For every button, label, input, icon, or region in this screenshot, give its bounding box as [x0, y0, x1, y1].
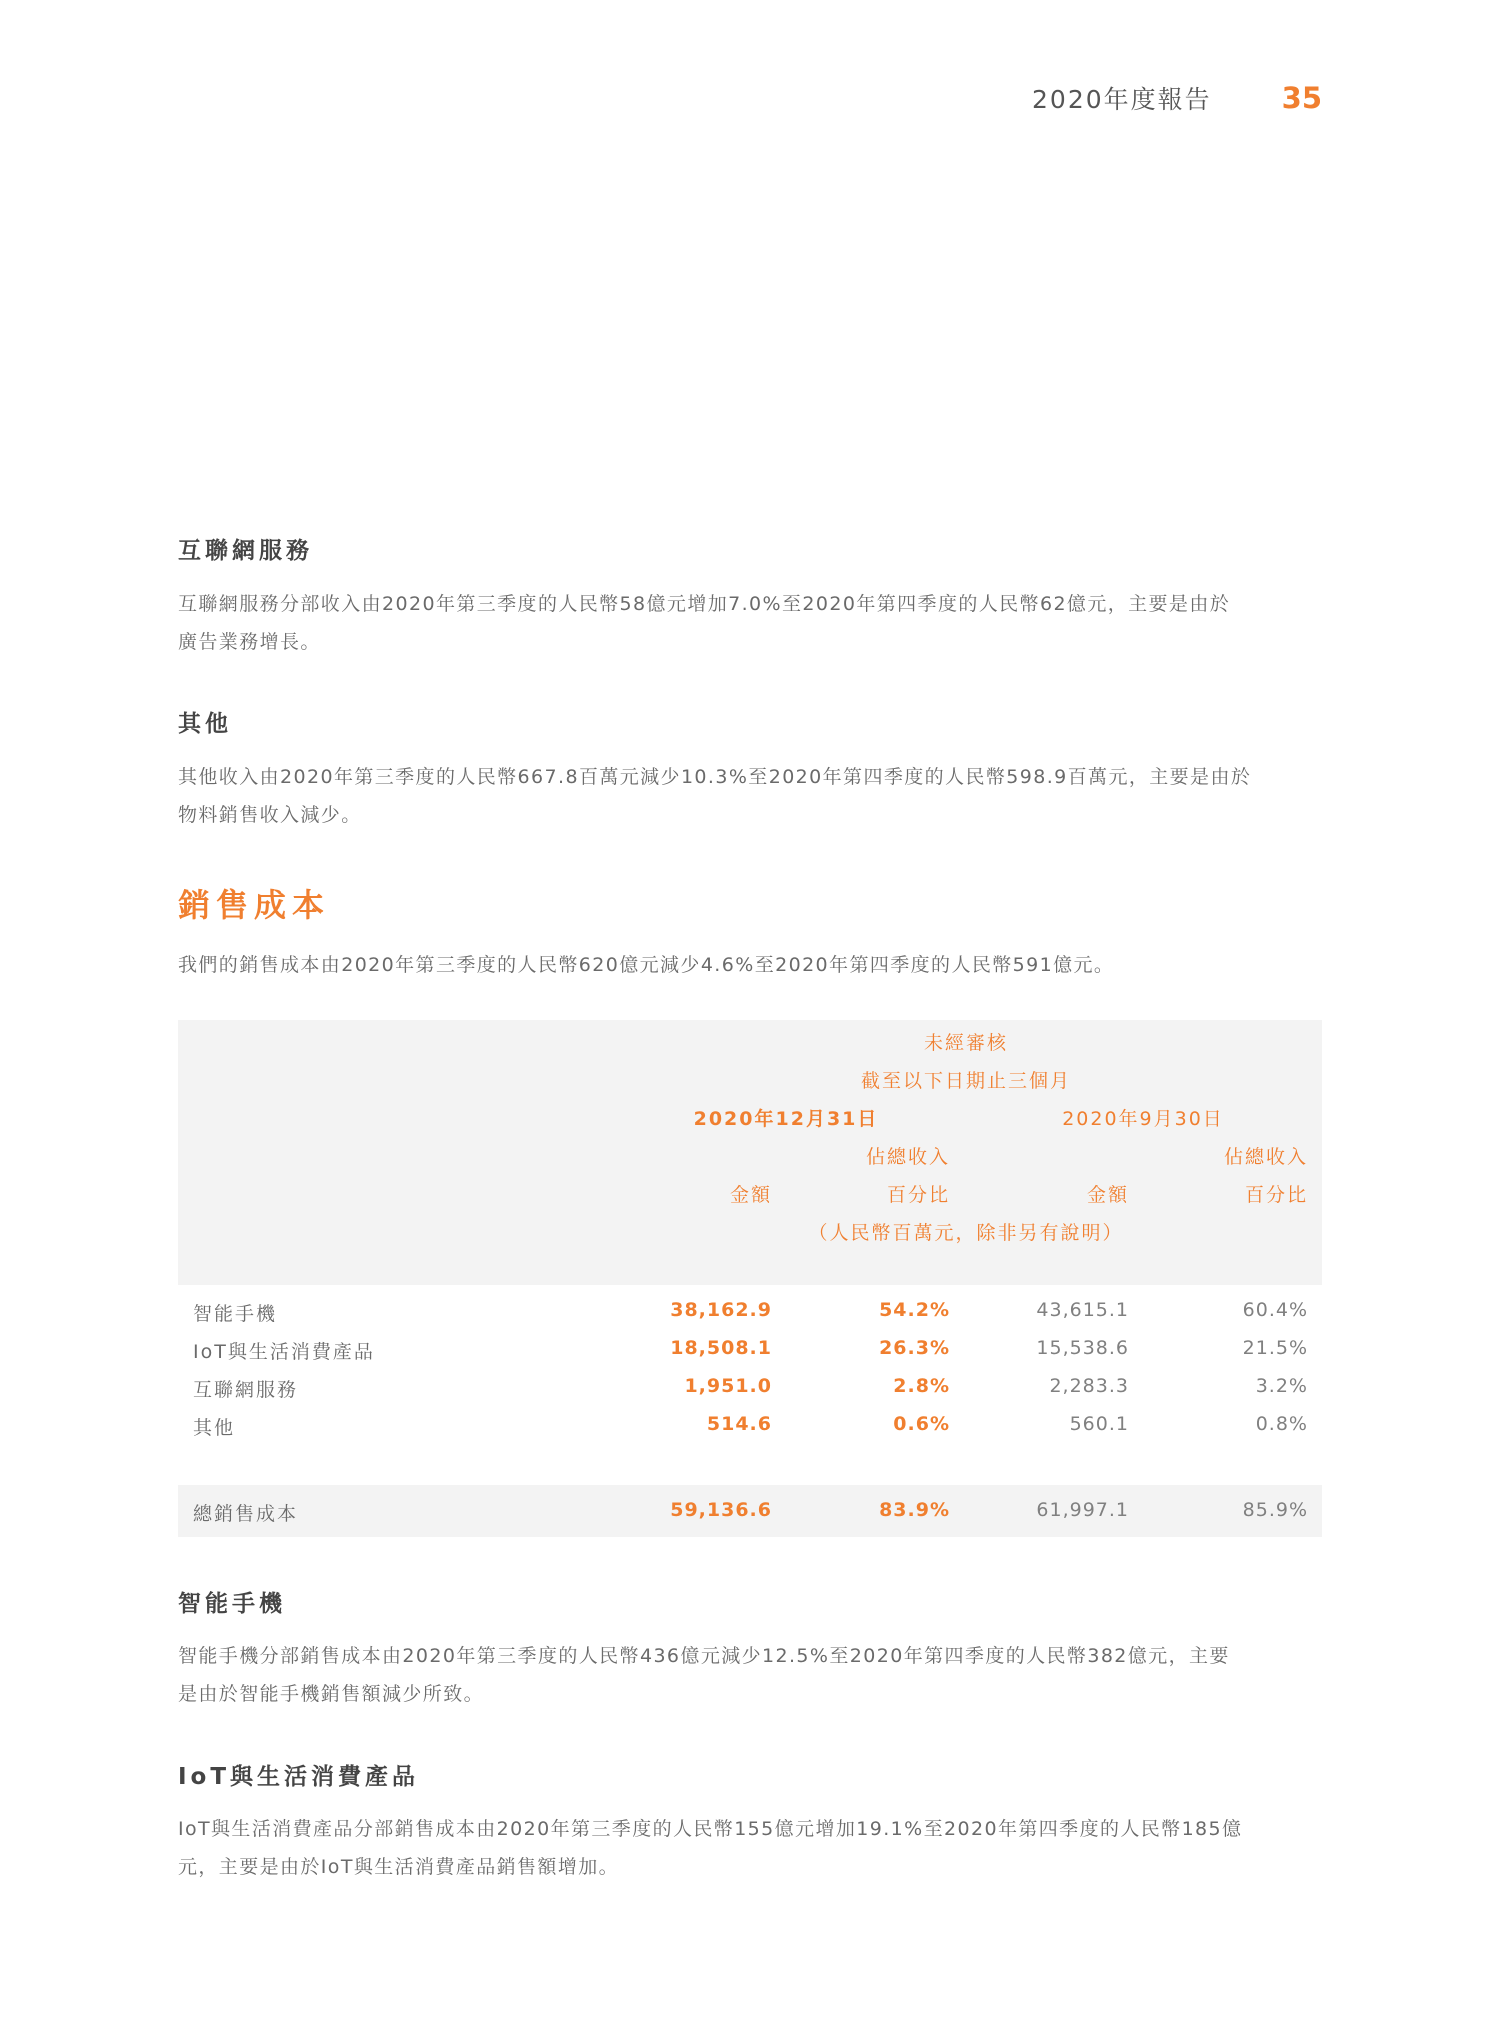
paragraph-line: 是由於智能手機銷售額減少所致。: [178, 1683, 485, 1705]
amount-prior: 15,538.6: [1036, 1337, 1129, 1359]
amount-prior: 43,615.1: [1036, 1299, 1129, 1321]
total-amount-current: 59,136.6: [670, 1499, 772, 1521]
others-paragraph: [178, 758, 1322, 834]
paragraph-line: 互聯網服務分部收入由2020年第三季度的人民幣58億元增加7.0%至2020年第四季度的人民幣62億元，主要是由於: [178, 593, 1231, 615]
total-pct-prior: 85.9%: [1242, 1499, 1308, 1521]
pct-header-prior-line2: 百分比: [1244, 1184, 1308, 1206]
table-total-row: [178, 1485, 1322, 1537]
smartphones-paragraph: [178, 1637, 1322, 1713]
table-row: [178, 1367, 1322, 1405]
total-label: 總銷售成本: [193, 1503, 299, 1525]
total-amount-prior: 61,997.1: [1036, 1499, 1129, 1521]
page-number: 35: [1281, 81, 1322, 115]
internet-services-heading: 互聯網服務: [178, 538, 313, 564]
row-label: 互聯網服務: [193, 1379, 299, 1401]
table-row: [178, 1405, 1322, 1443]
cost-of-sales-table: [178, 1020, 1322, 1537]
amount-prior: 2,283.3: [1049, 1375, 1129, 1397]
cost-of-sales-paragraph: [178, 946, 1322, 984]
paragraph-line: 我們的銷售成本由2020年第三季度的人民幣620億元減少4.6%至2020年第四季度的人民幣591億元。: [178, 954, 1115, 976]
row-label: 智能手機: [193, 1303, 278, 1325]
table-row: [178, 1291, 1322, 1329]
pct-current: 26.3%: [879, 1337, 950, 1359]
row-label: 其他: [193, 1417, 236, 1439]
paragraph-line: 智能手機分部銷售成本由2020年第三季度的人民幣436億元減少12.5%至2020年第四季度的人民幣382億元，主要: [178, 1645, 1230, 1667]
unit-note: （人民幣百萬元，除非另有說明）: [808, 1222, 1124, 1244]
pct-header-current-line2: 百分比: [886, 1184, 950, 1206]
amount-header-current: 金額: [729, 1184, 772, 1206]
amount-header-prior: 金額: [1086, 1184, 1129, 1206]
period-label: 截至以下日期止三個月: [860, 1070, 1072, 1092]
pct-current: 2.8%: [893, 1375, 950, 1397]
pct-prior: 60.4%: [1242, 1299, 1308, 1321]
pct-header-prior-line1: 佔總收入: [1223, 1146, 1308, 1168]
unaudited-label: 未經審核: [923, 1032, 1009, 1054]
row-label: IoT與生活消費產品: [193, 1341, 375, 1363]
paragraph-line: 元，主要是由於IoT與生活消費產品銷售額增加。: [178, 1856, 620, 1878]
table-row: [178, 1329, 1322, 1367]
page-header: [1032, 80, 1322, 116]
amount-current: 18,508.1: [670, 1337, 772, 1359]
cost-of-sales-heading: 銷售成本: [178, 886, 331, 924]
pct-prior: 0.8%: [1255, 1413, 1308, 1435]
date-current-label: 2020年12月31日: [693, 1108, 879, 1130]
paragraph-line: 物料銷售收入減少。: [178, 804, 362, 826]
report-title: 2020年度報告: [1032, 85, 1212, 114]
others-heading: 其他: [178, 711, 232, 737]
smartphones-heading: 智能手機: [178, 1591, 286, 1617]
pct-current: 0.6%: [893, 1413, 950, 1435]
amount-current: 514.6: [706, 1413, 772, 1435]
paragraph-line: 其他收入由2020年第三季度的人民幣667.8百萬元減少10.3%至2020年第四季度的人民幣598.9百萬元，主要是由於: [178, 766, 1252, 788]
date-prior-label: 2020年9月30日: [1062, 1108, 1224, 1130]
internet-services-paragraph: [178, 585, 1322, 661]
paragraph-line: IoT與生活消費產品分部銷售成本由2020年第三季度的人民幣155億元增加19.1%至2020年第四季度的人民幣185億: [178, 1818, 1243, 1840]
pct-header-current-line1: 佔總收入: [865, 1146, 950, 1168]
amount-current: 38,162.9: [670, 1299, 772, 1321]
iot-heading: IoT與生活消費產品: [178, 1764, 420, 1790]
paragraph-line: 廣告業務增長。: [178, 631, 321, 653]
amount-current: 1,951.0: [684, 1375, 772, 1397]
table-header: [178, 1020, 1322, 1285]
pct-current: 54.2%: [879, 1299, 950, 1321]
pct-prior: 21.5%: [1242, 1337, 1308, 1359]
iot-paragraph: [178, 1810, 1322, 1886]
amount-prior: 560.1: [1069, 1413, 1129, 1435]
total-pct-current: 83.9%: [879, 1499, 950, 1521]
pct-prior: 3.2%: [1255, 1375, 1308, 1397]
